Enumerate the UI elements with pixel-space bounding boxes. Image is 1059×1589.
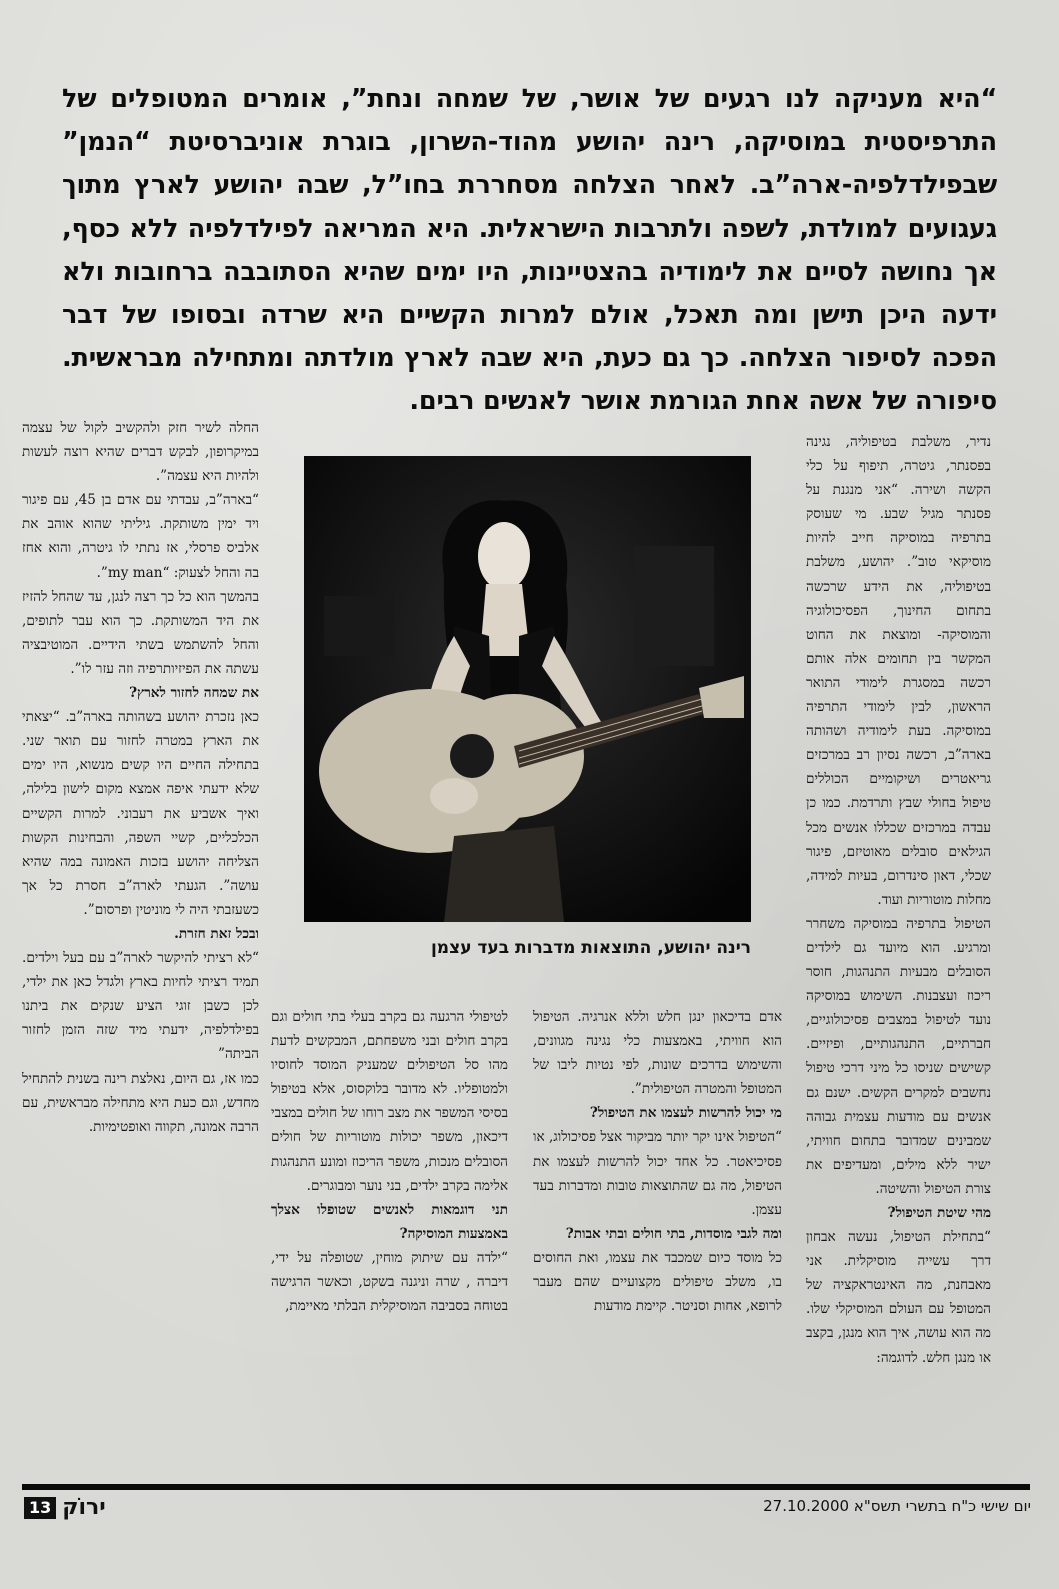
paragraph: כאן נזכרת יהושע בשהותה בארה”ב. “יצאתי את הארץ במטרה לחזור עם תואר שני. בתחילה החיים היו קשים מנשוא, היו ימים שלא ידעתי איפה אמצא מקום לישון בלילה, ואיך אשביע את רעבוני. למרות הקשיים הכלכליים, קשיי השפה, והבחינות הקשות הצליחה יהושע בזכות האמונה במה שהיא עושה”. הגעתי לארה”ב חסרת כל אך כשעזבתי היה לי מוניטין ופרסום”. (22, 709, 259, 918)
paragraph: “בתחילת הטיפול, נעשה אבחון דרך עשייה מוסיקלית. אני מאבחנת, מה האינטראקציה של המטופל עם העולם המוסיקלי שלו. מה הוא עושה, איך הוא מנגן, בקצב או מנגן חלש. לדוגמה: (806, 1229, 991, 1366)
footer-brand (24, 1495, 106, 1520)
paragraph: אדם בדיכאון ינגן חלש וללא אנרגיה. הטיפול הוא חוויתי, באמצעות כלי נגינה מגוונים, והשימוש בדרכים שונות, לפי נטיות ליבו של המטופל והמטרה הטיפולית”. (533, 1009, 782, 1098)
publication-name: ירוֹק (62, 1495, 106, 1520)
article-column-mid-right (533, 1005, 782, 1465)
paragraph: “לא רציתי להיקשר לארה”ב עם בעל וילדים. תמיד רציתי לחיות בארץ ולגדל כאן את ילדי, לכן כשבן זוגי הציע שנקים את ביתנו בפילדלפיה, ידעתי מיד שזה הזמן לחזור הביתה” (22, 950, 259, 1063)
article-column-left (22, 416, 259, 1441)
paragraph: “הטיפול אינו יקר יותר מביקור אצל פסיכולוג, או פסיכיאטר. כל אחד יכול להרשות לעצמו את הטיפול, מה גם שהתוצאות טובות ומדברות בעד עצמן. (533, 1129, 782, 1218)
article-column-mid-left (271, 1005, 508, 1465)
subheading: ובכל זאת חזרת. (174, 925, 259, 942)
lead-paragraph: “היא מעניקה לנו רגעים של אושר, של שמחה ונחת”, אומרים המטופלים של התרפיסטית במוסיקה, רינה יהושע מהוד-השרון, בוגרת אוניברסיטת “הנמן” שבפילדלפיה-ארה”ב. לאחר הצלחה מסחררת בחו”ל, שבה יהושע לארץ מתוך געגועים למולדת, לשפה ולתרבות הישראלית. היא המריאה לפילדלפיה ללא כסף, אך נחושה לסיים את לימודיה בהצטיינות, היו ימים שהיא הסתובבה ברחובות ולא ידעה היכן תישן ומה תאכל, אולם למרות הקשיים היא שרדה ובסופו של דבר הפכה לסיפור הצלחה. כך גם כעת, היא שבה לארץ מולדתה ומתחילה מבראשית. סיפורה של אשה אחת הגורמת אושר לאנשים רבים. (62, 84, 997, 417)
article-photo (304, 456, 751, 922)
subheading: מהי שיטת הטיפול? (887, 1205, 991, 1221)
paragraph: נדיר, משלבת בטיפוליה, נגינה בפסנתר, גיטרה, תיפוף על כלי הקשה ושירה. “אני מנגנת על פסנתר מגיל שבע. מי שעוסק בתרפיה במוסיקה חייב להיות מוסיקאי טוב”. יהושע, משלבת בטיפוליה, את הידע שרכשה בתחום החינוך, הפסיכולוגיה והמוסיקה- ומוצאת את החוט המקשר בין תחומים אלה אותם רכשה במסגרת לימודי התואר הראשון, לבין לימודי התרפיה במוסיקה. בעת לימודיה ושהותה בארה”ב, רכשה נסיון רב במרכזים גריאטרים ושיקומיים הכוללים טיפול בחולי שבץ ותרדמת. כמו כן עבדה במרכזים שכללו אנשים מכל הגילאים סובלים מאוטיזם, פיגור שכלי, דאון סינדרום, בעיות למידה, מחלות מוטוריות ועוד. (806, 434, 991, 908)
photo-caption: רינה יהושע, התוצאות מדברות בעד עצמן (430, 938, 751, 958)
paragraph: הטיפול בתרפיה במוסיקה משחרר ומרגיע. הוא מיועד גם לילדים הסובלים מבעיות התנהגות, חוסר ריכוז ועצבנות. השימוש במוסיקה נועד לטיפול במצבים פסיכולוגיים, חברתיים, התנהגותיים, ופיזיים. קשישים שניסו כל מיני דרכי טיפול נחשבים למקרים הקשים. ישנם גם אנשים עם מודעות עצמית גבוהה שמבינים שמדובר בתחום חוויתי, ישיר ללא מילים, ומעדיפים את צורת הטיפול והשיטה. (806, 915, 991, 1197)
footer-rule (22, 1484, 1030, 1490)
page-number: 13 (24, 1497, 56, 1519)
article-column-right (806, 430, 991, 1470)
paragraph: “בארה”ב, עבדתי עם אדם בן 45, עם פיגור ויד ימין משותקת. גיליתי שהוא אוהב את אלביס פרסלי, אז נתתי לו גיטרה, והוא אחז בה והחל לצעוק: “my man”. (22, 492, 259, 581)
paragraph: לטיפולי הרגעה גם בקרב בעלי בתי חולים וגם בקרב חולים ובני משפחתם, המבקשים לדעת מהו סל הטיפולים שמעניק המוסד לחוסיו ולמטופליו. לא מדובר בלוקסוס, אלא בטיפול בסיסי המשפר את מצב רוחו של חולים במצבי דיכאון, משפר יכולות מוטוריות של חולים הסובלים מנכות, משפר הריכוז ומונע התנהגות אלימה בקרב ילדים, בני נוער ומבוגרים. (271, 1009, 508, 1194)
footer-date: יום שישי כ"ח בתשרי תשס"א 27.10.2000 (763, 1497, 1031, 1515)
subheading: ומה לגבי מוסדות, בתי חולים ובתי אבות? (565, 1225, 782, 1242)
paragraph: כל מוסד כיום שמכבד את עצמו, ואת החוסים בו, משלב טיפולים מקצועיים שהם מעבר לרופא, אחות וסניטר. קיימת מודעות (533, 1249, 782, 1315)
paragraph: “ילדה עם שיתוק מוחין, שטופלה על ידי, דיברה , שרה וניגנה בשקט, וכאשר הרגישה בטוחה בסביבה המוסיקלית הבלתי מאיימת, (271, 1249, 508, 1315)
subheading: תני דוגמאות לאנשים שטופלו אצלך באמצעות המוסיקה? (271, 1201, 508, 1242)
paragraph: החלה לשיר חזק ולהקשיב לקול של עצמה במיקרופון, לבקש דברים שהיא רוצה לעשות ולהיות היא עצמה”. (22, 420, 259, 485)
subheading: את שמחה לחזור לארץ? (129, 685, 259, 702)
paragraph: בהמשך הוא כל כך רצה לנגן, עד שהחל להזיז את היד המשותקת. כך הוא עבר לתופים, והחל להשתמש בשתי הידיים. המוטיבציה עשתה את הפיזיותרפיה וזה עזר לו”. (22, 588, 259, 677)
subheading: מי יכול להרשות לעצמו את הטיפול? (589, 1105, 782, 1122)
paragraph: כמו אז, גם היום, נאלצת רינה בשנית להתחיל מחדש, וגם כעת היא מתחילה מבראשית, עם הרבה אמונה, תקווה ואופטימיות. (22, 1070, 259, 1135)
